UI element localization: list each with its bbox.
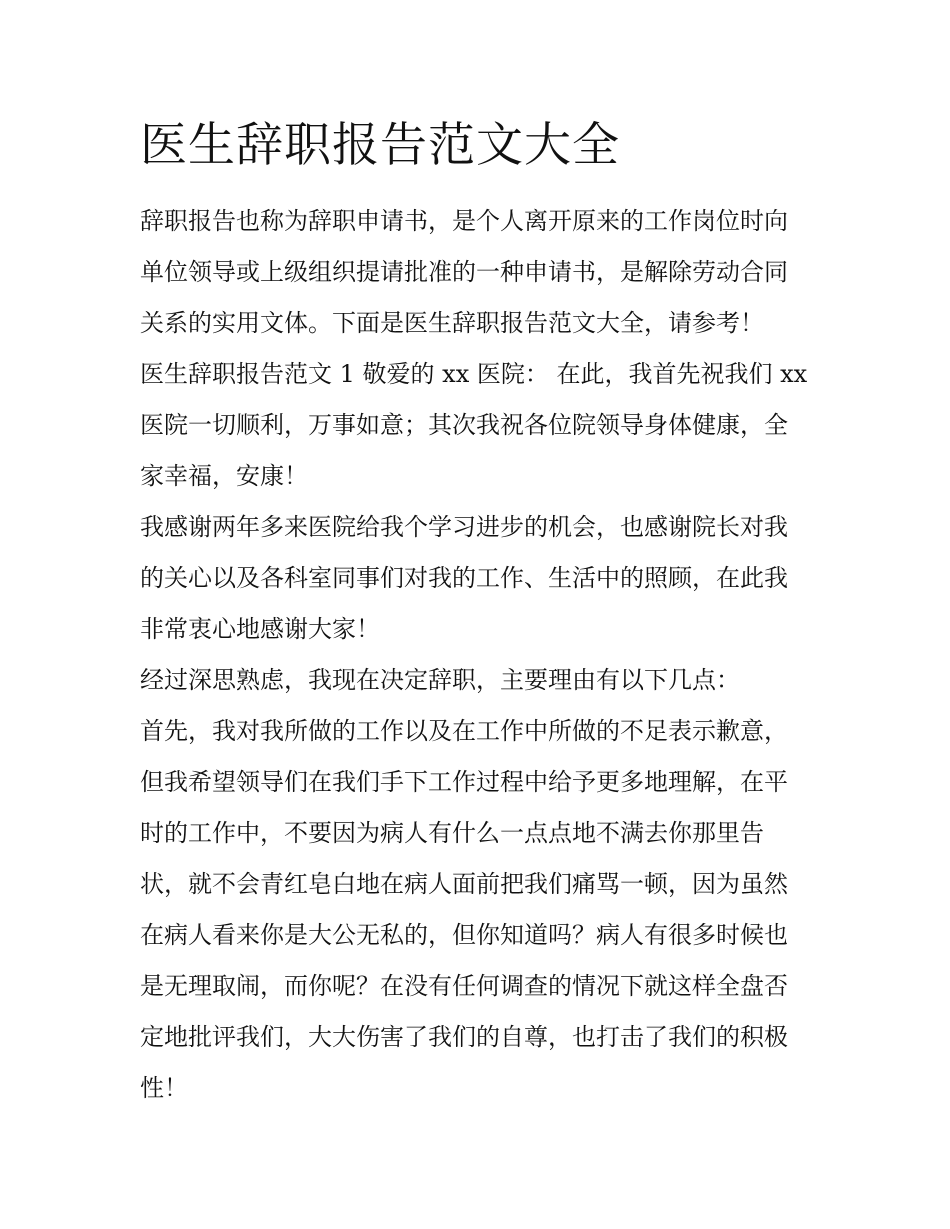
text-line: 是无理取闹，而你呢？在没有任何调查的情况下就这样全盘否 xyxy=(140,972,788,1000)
text-line: 在病人看来你是大公无私的，但你知道吗？病人有很多时候也 xyxy=(140,921,788,949)
text-line: 辞职报告也称为辞职申请书，是个人离开原来的工作岗位时向 xyxy=(140,207,788,235)
text-line: 关系的实用文体。下面是医生辞职报告范文大全，请参考！ xyxy=(140,309,764,337)
text-line: 性！ xyxy=(140,1074,188,1102)
text-line: 定地批评我们，大大伤害了我们的自尊，也打击了我们的积极 xyxy=(140,1023,788,1051)
page-title: 医生辞职报告范文大全 xyxy=(140,118,620,173)
text-line: 单位领导或上级组织提请批准的一种申请书，是解除劳动合同 xyxy=(140,258,788,286)
text-line: 的关心以及各科室同事们对我的工作、生活中的照顾，在此我 xyxy=(140,564,788,592)
text-line: 医院一切顺利，万事如意；其次我祝各位院领导身体健康，全 xyxy=(140,411,788,439)
text-line: 我感谢两年多来医院给我个学习进步的机会，也感谢院长对我 xyxy=(140,513,788,541)
document-body xyxy=(140,196,812,1114)
text-line: 非常衷心地感谢大家！ xyxy=(140,615,380,643)
text-line: 首先，我对我所做的工作以及在工作中所做的不足表示歉意， xyxy=(140,717,788,745)
text-line: 医生辞职报告范文 1 敬爱的 xx 医院： 在此，我首先祝我们 xx xyxy=(140,360,808,388)
text-line: 经过深思熟虑，我现在决定辞职，主要理由有以下几点： xyxy=(140,666,740,694)
text-line: 家幸福，安康！ xyxy=(140,462,308,490)
text-line: 状，就不会青红皂白地在病人面前把我们痛骂一顿，因为虽然 xyxy=(140,870,788,898)
text-line: 但我希望领导们在我们手下工作过程中给予更多地理解，在平 xyxy=(140,768,788,796)
text-line: 时的工作中，不要因为病人有什么一点点地不满去你那里告 xyxy=(140,819,764,847)
